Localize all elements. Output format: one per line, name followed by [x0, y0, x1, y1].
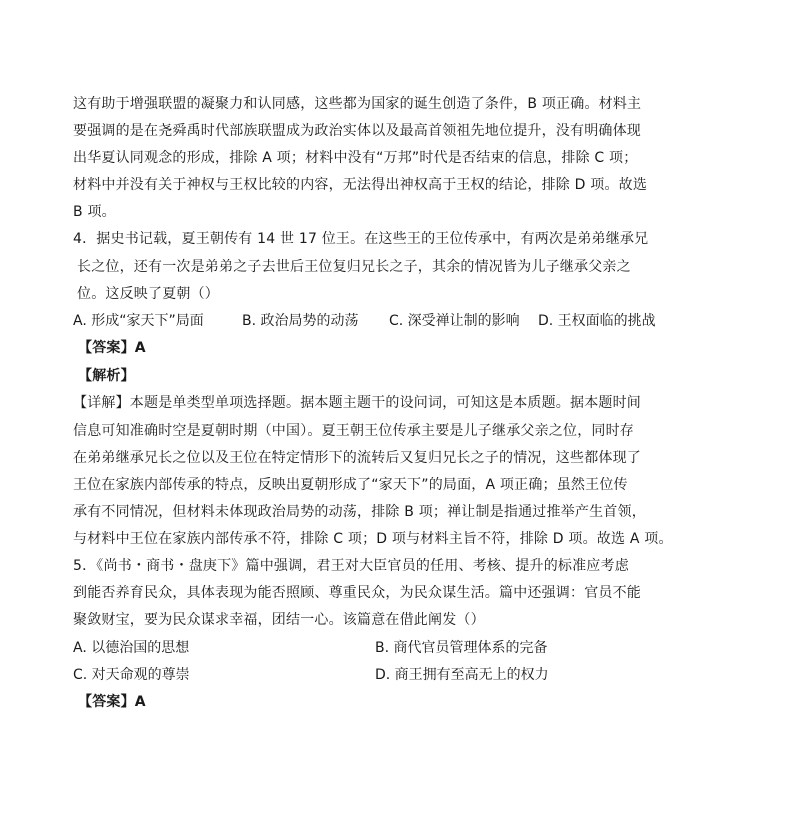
q4-detail-line-5: 承有不同情况，但材料未体现政治局势的动荡，排除 B 项；禅让制是指通过推举产生首领，	[73, 504, 646, 520]
q4-stem-line-3: 位。这反映了夏朝（）	[77, 286, 219, 302]
q5-option-d: D. 商王拥有至高无上的权力	[375, 667, 549, 683]
q4-detail-line-1: 【详解】本题是单类型单项选择题。据本题主题干的设问词，可知这是本质题。据本题时间	[73, 395, 641, 411]
q4-detail-line-4: 王位在家族内部传承的特点，反映出夏朝形成了“家天下”的局面，A 项正确；虽然王位传	[73, 477, 628, 493]
q4-detail-line-3: 在弟弟继承兄长之位以及王位在特定情形下的流转后又复归兄长之子的情况，这些都体现了	[73, 450, 641, 466]
prev-paragraph-line-3: 出华夏认同观念的形成，排除 A 项；材料中没有“万邦”时代是否结束的信息，排除 C 项；	[73, 150, 638, 166]
q4-stem-line-1: 4．据史书记载，夏王朝传有 14 世 17 位王。在这些王的王位传承中，有两次是弟弟继承兄	[73, 231, 649, 247]
q5-option-a: A. 以德治国的思想	[73, 640, 190, 656]
prev-paragraph-line-5: B 项。	[73, 204, 116, 220]
q5-answer: 【答案】A	[78, 694, 146, 710]
q5-stem-line-3: 聚敛财宝，要为民众谋求幸福，团结一心。该篇意在借此阐发（）	[73, 612, 485, 628]
q5-option-b: B. 商代官员管理体系的完备	[375, 640, 548, 656]
prev-paragraph-line-2: 要强调的是在尧舜禹时代部族联盟成为政治实体以及最高首领祖先地位提升，没有明确体现	[73, 123, 641, 139]
q5-stem-line-1: 5．《尚书・商书・盘庚下》篇中强调，君王对大臣官员的任用、考核、提升的标准应考虑	[73, 558, 629, 574]
q4-stem-line-2: 长之位，还有一次是弟弟之子去世后王位复归兄长之子，其余的情况皆为儿子继承父亲之	[77, 259, 631, 275]
prev-paragraph-line-1: 这有助于增强联盟的凝聚力和认同感，这些都为国家的诞生创造了条件，B 项正确。材料主	[73, 96, 642, 112]
q5-stem-line-2: 到能否养育民众，具体表现为能否照顾、尊重民众，为民众谋生活。篇中还强调：官员不能	[73, 585, 641, 601]
q4-detail-line-2: 信息可知准确时空是夏朝时期（中国）。夏王朝王位传承主要是儿子继承父亲之位，同时存	[73, 423, 634, 439]
q4-option-c: C. 深受禅让制的影响	[389, 313, 520, 329]
q4-option-a: A. 形成“家天下”局面	[73, 313, 204, 329]
q4-detail-line-6: 与材料中王位在家族内部传承不符，排除 C 项；D 项与材料主旨不符，排除 D 项。故选 A 项。	[73, 531, 673, 547]
q4-option-d: D. 王权面临的挑战	[538, 313, 656, 329]
q4-option-b: B. 政治局势的动荡	[242, 313, 359, 329]
q4-analysis-label: 【解析】	[78, 368, 135, 384]
q5-option-c: C. 对天命观的尊崇	[73, 667, 190, 683]
q4-answer: 【答案】A	[78, 340, 146, 356]
prev-paragraph-line-4: 材料中并没有关于神权与王权比较的内容，无法得出神权高于王权的结论，排除 D 项。故选	[73, 177, 648, 193]
